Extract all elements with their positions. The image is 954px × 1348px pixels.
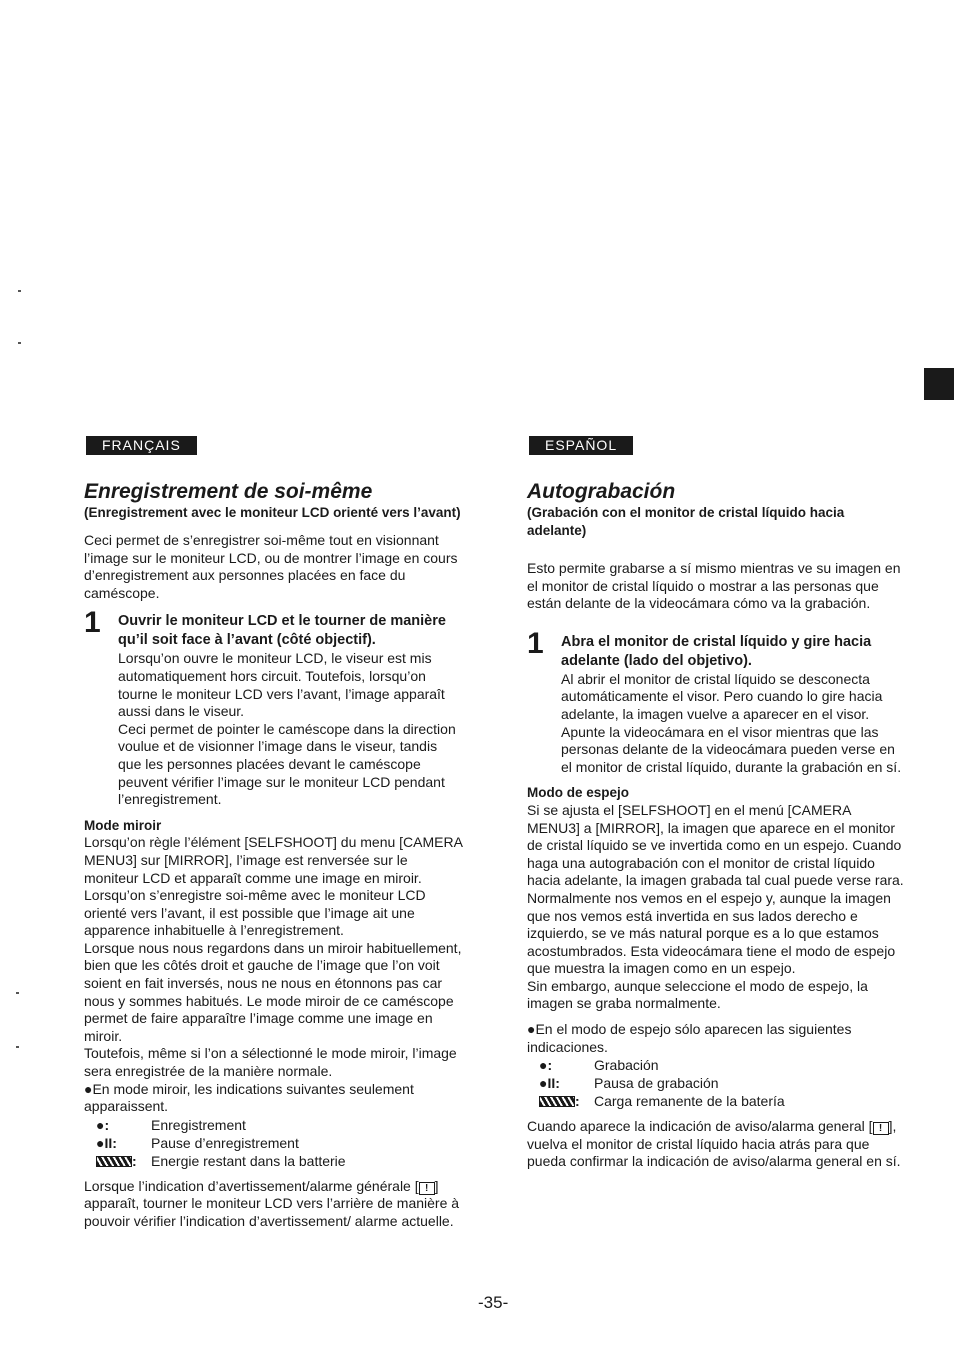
record-icon: ●: [96,1116,110,1133]
pause-icon: ●II: [96,1134,117,1151]
step-heading: Abra el monitor de cristal líquido y gire hacia adelante (lado del objetivo). [561,633,872,669]
mode-paragraph: Normalmente nos vemos en el espejo y, aunque la imagen que nos vemos está invertida en sus lados derecho e izquierdo, se ve más natural porque es a lo que estamos acostumbrados. Esta videocámara tiene el modo de espejo que muestra la imagen como en un espejo. [527,889,896,977]
bullet-item: ●En mode miroir, les indications suivantes seulement apparaissent. [84,1080,414,1115]
scan-speck [16,1046,19,1048]
mode-paragraph: Toutefois, même si l’on a sélectionné le mode miroir, l’image sera enregistrée de la manière normale. [84,1045,457,1080]
indicator-row [84,1116,464,1134]
step-1 [527,626,907,777]
step-paragraph: Al abrir el monitor de cristal líquido se desconecta automáticamente el visor. Pero cuando lo gire hacia adelante, la imagen vuelve a aparecer en el visor. [561,670,883,722]
intro-paragraph: Ceci permet de s’enregistrer soi-même tout en visionnant l’image sur le moniteur LCD, ou de montrer l’image en cours d’enregistrement aux personnes placées en face du caméscope. [84,532,458,601]
spanish-column [527,436,907,1171]
step-paragraph: Apunte la videocámara en el visor mientras que las personas delante de la videocámara pueden verse en el monitor de cristal líquido, durante la grabación en sí. [561,723,902,775]
french-column [84,436,464,1231]
mode-paragraph: Lorsque nous nous regardons dans un miroir habituellement, bien que les côtés droit et gauche de l’image que l’on voit soient en fait inversés, nous ne nous en étonnons pas car nous y sommes habitués. Le mode miroir de ce caméscope permet de faire apparaître l’image comme une image en miroir. [84,939,462,1044]
mode-paragraph: Sin embargo, aunque seleccione el modo de espejo, la imagen se graba normalmente. [527,977,868,1012]
indicator-label: Energie restant dans la batterie [151,1152,346,1169]
section-tab-marker [924,368,954,400]
indicator-row [84,1134,464,1152]
warning-paragraph: Cuando aparece la indicación de aviso/alarma general [ ! ], vuelva el monitor de cristal líquido hacia atrás para que pueda confirmar la indicación de aviso/alarma general en sí. [527,1118,901,1170]
step-number: 1 [527,626,544,660]
mode-heading: Modo de espejo [527,785,630,801]
indicator-row: : Energie restant dans la batterie [84,1152,464,1170]
warning-icon: ! [873,1122,889,1135]
indicator-row [527,1056,907,1074]
battery-icon [96,1156,132,1167]
mode-paragraph: Si se ajusta el [SELFSHOOT] en el menú [CAMERA MENU3] a [MIRROR], la imagen que aparece en el monitor de cristal líquido se ve invertida como en un espejo. Cuando haga una autograbación con el monitor de cristal líquido hacia adelante, la imagen grabada tal cual puede verse rara. [527,801,904,889]
indicator-label: Enregistrement [151,1116,246,1133]
section-subtitle: (Enregistrement avec le moniteur LCD orienté vers l’avant) [84,505,461,520]
language-badge: ESPAÑOL [529,436,633,455]
step-heading: Ouvrir le moniteur LCD et le tourner de manière qu’il soit face à l’avant (côté objectif). [118,613,446,649]
indicator-row [527,1074,907,1092]
section-title: Autograbación [527,480,676,503]
page-number: -35- [478,1293,509,1312]
intro-paragraph: Esto permite grabarse a sí mismo mientras ve su imagen en el monitor de cristal líquido o mostrar a las personas que están delante de la videocámara cómo va la grabación. [527,560,901,612]
section-subtitle: (Grabación con el monitor de cristal líquido hacia adelante) [527,505,845,538]
indicator-label: Pausa de grabación [594,1075,719,1092]
mode-heading: Mode miroir [84,817,162,833]
step-number: 1 [84,606,101,640]
pause-icon: ●II: [539,1075,560,1092]
bullet-item: ●En el modo de espejo sólo aparecen las siguientes indicaciones. [527,1021,852,1055]
mode-paragraph: Lorsqu’on règle l’élément [SELFSHOOT] du menu [CAMERA MENU3] sur [MIRROR], l’image est renversée sur le moniteur LCD et apparaît comme une image en miroir. Lorsqu’on s’enregistre soi-même avec le moniteur LCD orienté vers l’avant, il est possible que l’image ait une apparence inhabituelle à l’enregistrement. [84,834,463,939]
warning-icon: ! [419,1182,435,1195]
indicator-label: Carga remanente de la batería [594,1093,785,1110]
indicator-row: : Carga remanente de la batería [527,1092,907,1110]
scan-speck [18,342,21,344]
battery-icon [539,1096,575,1107]
step-1 [84,606,464,808]
language-badge: FRANÇAIS [86,436,197,455]
step-paragraph: Lorsqu’on ouvre le moniteur LCD, le viseur est mis automatiquement hors circuit. Toutefois, lorsqu’on tourne le moniteur LCD vers l’avant, l’image apparaît aussi dans le viseur. [118,650,445,720]
section-title: Enregistrement de soi-même [84,480,373,503]
warning-paragraph: Lorsque l’indication d’avertissement/alarme générale [ ! ] apparaît, tourner le moniteur LCD vers l’arrière de manière à pouvoir vérifier l’indication d’avertissement/ alarme actuelle. [84,1177,460,1229]
indicator-label: Pause d’enregistrement [151,1134,299,1151]
scan-speck [18,290,21,292]
indicator-label: Grabación [594,1057,659,1074]
scan-speck [16,992,19,994]
step-paragraph: Ceci permet de pointer le caméscope dans la direction voulue et de visionner l’image dans le viseur, tandis que les personnes placées devant le caméscope peuvent vérifier l’image sur le moniteur LCD pendant l’enregistrement. [118,720,456,808]
record-icon: ●: [539,1057,553,1074]
